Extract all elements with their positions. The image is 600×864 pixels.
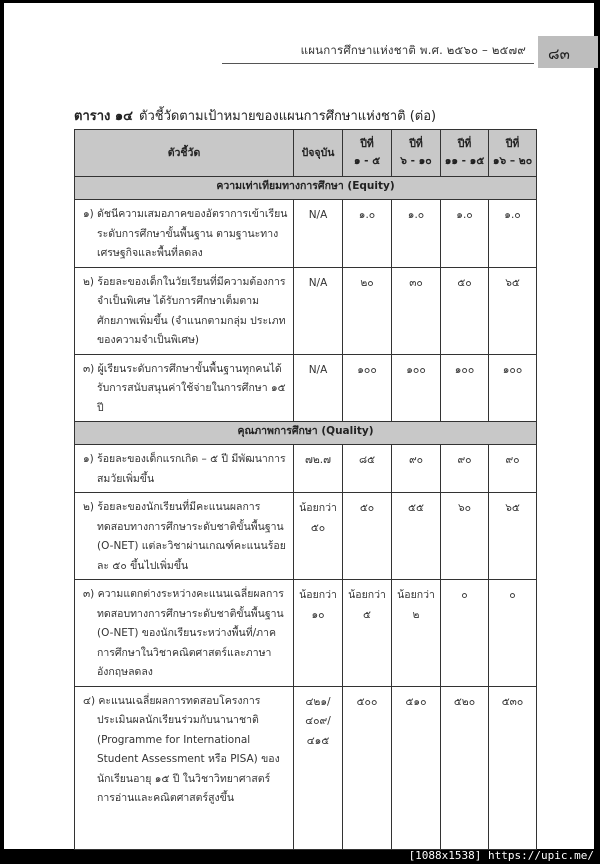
- current-cell: น้อยกว่า ๕๐: [294, 493, 343, 580]
- y16-20-cell: ๐: [489, 580, 537, 687]
- y11-15-cell: ๑๐๐: [441, 354, 489, 422]
- indicator-cell: ๒) ร้อยละของนักเรียนที่มีคะแนนผลการทดสอบทางการศึกษาระดับชาติขั้นพื้นฐาน (O-NET) แต่ละวิชาผ่านเกณฑ์คะแนนร้อยละ ๕๐ ขึ้นไปเพิ่มขึ้น: [75, 493, 294, 580]
- table-row: [75, 580, 537, 687]
- y6-10-cell: ๓๐: [392, 267, 441, 354]
- indicator-cell: ๑) ร้อยละของเด็กแรกเกิด – ๕ ปี มีพัฒนาการสมวัยเพิ่มขึ้น: [75, 445, 294, 493]
- section-header-equity: ความเท่าเทียมทางการศึกษา (Equity): [75, 177, 537, 200]
- current-cell: ๔๒๑/ ๔๐๙/ ๔๑๕: [294, 686, 343, 849]
- y6-10-cell: ๕๑๐: [392, 686, 441, 849]
- y6-10-cell: ๑.๐: [392, 200, 441, 268]
- current-cell: N/A: [294, 354, 343, 422]
- y6-10-cell: ๑๐๐: [392, 354, 441, 422]
- col-header-y16-20: ปีที่ ๑๖ – ๒๐: [489, 130, 537, 177]
- y1-5-cell: ๕๐๐: [343, 686, 392, 849]
- caption-label: ตาราง ๑๔: [74, 109, 133, 124]
- y16-20-cell: ๑.๐: [489, 200, 537, 268]
- current-cell: ๗๒.๗: [294, 445, 343, 493]
- running-title: แผนการศึกษาแห่งชาติ พ.ศ. ๒๕๖๐ – ๒๕๗๙: [300, 43, 526, 57]
- y11-15-cell: ๐: [441, 580, 489, 687]
- table-row: [75, 686, 537, 849]
- y6-10-cell: น้อยกว่า ๒: [392, 580, 441, 687]
- col-header-y11-15: ปีที่ ๑๑ - ๑๕: [441, 130, 489, 177]
- col-header-indicator: ตัวชี้วัด: [75, 130, 294, 177]
- y6-10-cell: ๙๐: [392, 445, 441, 493]
- table-caption: [74, 105, 436, 126]
- page-number: ๘๓: [548, 45, 570, 63]
- y6-10-cell: ๕๕: [392, 493, 441, 580]
- indicator-cell: ๑) ดัชนีความเสมอภาคของอัตราการเข้าเรียนระดับการศึกษาขั้นพื้นฐาน ตามฐานะทางเศรษฐกิจและพื้นที่ลดลง: [75, 200, 294, 268]
- y1-5-cell: ๕๐: [343, 493, 392, 580]
- indicator-cell: ๓) ความแตกต่างระหว่างคะแนนเฉลี่ยผลการทดสอบทางการศึกษาระดับชาติขั้นพื้นฐาน (O-NET) ของนักเรียนระหว่างพื้นที่/ภาคการศึกษาในวิชาคณิตศาสตร์และภาษาอังกฤษลดลง: [75, 580, 294, 687]
- table-row: [75, 445, 537, 493]
- col-header-y6-10: ปีที่ ๖ - ๑๐: [392, 130, 441, 177]
- table-row: [75, 354, 537, 422]
- indicator-cell: ๓) ผู้เรียนระดับการศึกษาขั้นพื้นฐานทุกคนได้รับการสนับสนุนค่าใช้จ่ายในการศึกษา ๑๕ ปี: [75, 354, 294, 422]
- table-row: [75, 267, 537, 354]
- col-header-y1-5: ปีที่ ๑ - ๕: [343, 130, 392, 177]
- y1-5-cell: ๑๐๐: [343, 354, 392, 422]
- indicator-cell: ๒) ร้อยละของเด็กในวัยเรียนที่มีความต้องการจำเป็นพิเศษ ได้รับการศึกษาเต็มตามศักยภาพเพิ่มขึ้น (จำแนกตามกลุ่ม ประเภทของความจำเป็นพิเศษ): [75, 267, 294, 354]
- y16-20-cell: ๖๕: [489, 493, 537, 580]
- y16-20-cell: ๖๕: [489, 267, 537, 354]
- running-header: [222, 41, 534, 64]
- y11-15-cell: ๑.๐: [441, 200, 489, 268]
- y1-5-cell: ๑.๐: [343, 200, 392, 268]
- y16-20-cell: ๑๐๐: [489, 354, 537, 422]
- y11-15-cell: ๕๐: [441, 267, 489, 354]
- y11-15-cell: ๕๒๐: [441, 686, 489, 849]
- image-host-watermark: [1088x1538] https://upic.me/: [408, 849, 594, 862]
- current-cell: N/A: [294, 267, 343, 354]
- y16-20-cell: ๕๓๐: [489, 686, 537, 849]
- caption-title: ตัวชี้วัดตามเป้าหมายของแผนการศึกษาแห่งชาติ (ต่อ): [139, 109, 437, 124]
- y16-20-cell: ๙๐: [489, 445, 537, 493]
- y1-5-cell: ๒๐: [343, 267, 392, 354]
- col-header-current: ปัจจุบัน: [294, 130, 343, 177]
- table-row: [75, 493, 537, 580]
- y1-5-cell: ๘๕: [343, 445, 392, 493]
- table-row: [75, 200, 537, 268]
- document-page: [4, 3, 594, 849]
- indicators-table: [74, 129, 537, 850]
- page-number-tab: [538, 36, 598, 68]
- current-cell: N/A: [294, 200, 343, 268]
- table-header-row: [75, 130, 537, 177]
- y11-15-cell: ๙๐: [441, 445, 489, 493]
- indicator-cell: ๔) คะแนนเฉลี่ยผลการทดสอบโครงการประเมินผลนักเรียนร่วมกับนานาชาติ (Programme for International Student Assessment หรือ PISA) ของนักเรียนอายุ ๑๕ ปี ในวิชาวิทยาศาสตร์ การอ่านและคณิตศาสตร์สูงขึ้น: [75, 686, 294, 849]
- y1-5-cell: น้อยกว่า ๕: [343, 580, 392, 687]
- current-cell: น้อยกว่า ๑๐: [294, 580, 343, 687]
- section-header-quality: คุณภาพการศึกษา (Quality): [75, 422, 537, 445]
- y11-15-cell: ๖๐: [441, 493, 489, 580]
